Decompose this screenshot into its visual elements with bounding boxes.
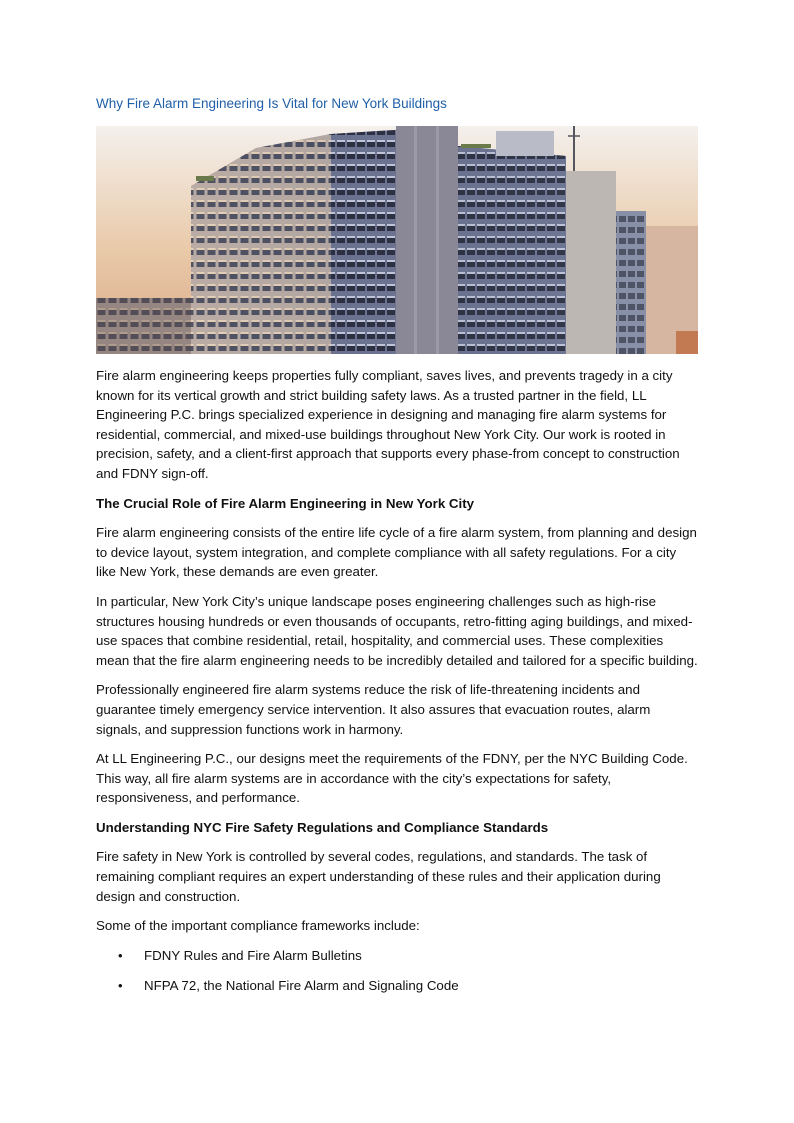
list-item bbox=[96, 976, 698, 996]
paragraph: Professionally engineered fire alarm systems reduce the risk of life-threatening incidents and guarantee timely emergency service intervention. It also assures that evacuation routes, alarm signals, and suppression functions work in harmony. bbox=[96, 682, 651, 737]
list-item-text: FDNY Rules and Fire Alarm Bulletins bbox=[144, 947, 362, 963]
list-item-text: NFPA 72, the National Fire Alarm and Signaling Code bbox=[144, 977, 459, 993]
section-heading-role: The Crucial Role of Fire Alarm Engineering in New York City bbox=[96, 495, 475, 511]
bullet-icon: • bbox=[118, 947, 123, 963]
document-title: Why Fire Alarm Engineering Is Vital for New York Buildings bbox=[96, 96, 447, 111]
paragraph: Some of the important compliance frameworks include: bbox=[96, 918, 420, 934]
intro-paragraph: Fire alarm engineering keeps properties fully compliant, saves lives, and prevents tragedy in a city known for its vertical growth and strict building safety laws. As a trusted partner in the field, LL Engineering P.C. brings specialized experience in designing and managing fire alarm systems for residential, commercial, and mixed-use buildings throughout New York City. Our work is rooted in precision, safety, and a client-first approach that supports every phase-from concept to construction and FDNY sign-off. bbox=[96, 368, 680, 481]
document-page bbox=[96, 94, 698, 1006]
paragraph: In particular, New York City’s unique landscape poses engineering challenges such as high-rise structures housing hundreds or even thousands of occupants, retro-fitting aging buildings, and mixed-use spaces that combine residential, retail, hospitality, and commercial uses. These complexities mean that the fire alarm engineering needs to be incredibly detailed and tailored for a specific building. bbox=[96, 593, 698, 668]
paragraph: Fire alarm engineering consists of the entire life cycle of a fire alarm system, from planning and design to device layout, system integration, and complete compliance with all safety regulations. For a city like New York, these demands are even greater. bbox=[96, 525, 697, 580]
paragraph: Fire safety in New York is controlled by several codes, regulations, and standards. The task of remaining compliant requires an expert understanding of these rules and their application during design and construction. bbox=[96, 849, 661, 904]
building-photo bbox=[96, 126, 698, 354]
bullet-icon: • bbox=[118, 977, 123, 993]
list-item bbox=[96, 946, 698, 966]
section-heading-regulations: Understanding NYC Fire Safety Regulations and Compliance Standards bbox=[96, 819, 549, 835]
compliance-list bbox=[96, 946, 698, 996]
paragraph: At LL Engineering P.C., our designs meet the requirements of the FDNY, per the NYC Building Code. This way, all fire alarm systems are in accordance with the city’s expectations for safety, responsiveness, and performance. bbox=[96, 751, 688, 806]
